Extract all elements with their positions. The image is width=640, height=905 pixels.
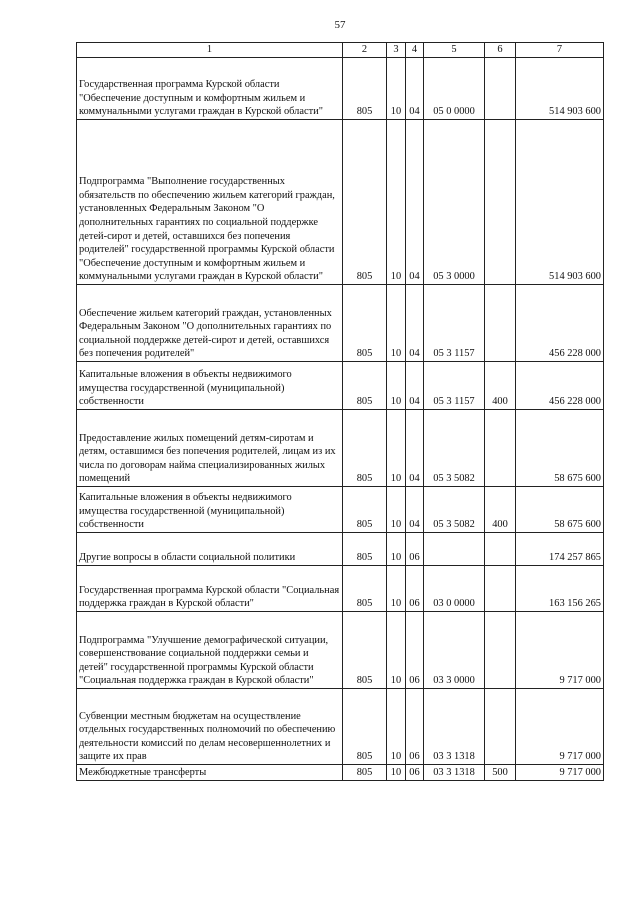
row-subsection: 06	[406, 566, 424, 612]
row-subsection: 06	[406, 765, 424, 781]
table-row	[77, 612, 604, 689]
row-expense-type	[485, 689, 516, 765]
row-expense-type: 500	[485, 765, 516, 781]
row-expense-type: 400	[485, 362, 516, 410]
row-section: 10	[387, 533, 406, 566]
row-section: 10	[387, 689, 406, 765]
row-amount: 456 228 000	[516, 285, 604, 362]
budget-table	[76, 42, 604, 781]
table-row	[77, 58, 604, 120]
header-col-5: 5	[424, 43, 485, 58]
row-name: Государственная программа Курской области "Обеспечение доступным и комфортным жильем и коммунальными услугами граждан в Курской области"	[77, 58, 343, 120]
row-name: Предоставление жилых помещений детям-сиротам и детям, оставшимся без попечения родителей, лицам из их числа по договорам найма специализированных жилых помещений	[77, 410, 343, 487]
table-row	[77, 285, 604, 362]
row-amount: 456 228 000	[516, 362, 604, 410]
row-target: 05 3 1157	[424, 362, 485, 410]
row-name: Подпрограмма "Улучшение демографической ситуации, совершенствование социальной поддержки семьи и детей" государственной программы Курской области "Социальная поддержка граждан в Курской области"	[77, 612, 343, 689]
row-amount: 58 675 600	[516, 487, 604, 533]
row-subsection: 04	[406, 120, 424, 285]
row-target	[424, 533, 485, 566]
header-col-6: 6	[485, 43, 516, 58]
header-col-7: 7	[516, 43, 604, 58]
table-row	[77, 566, 604, 612]
row-name: Субвенции местным бюджетам на осуществление отдельных государственных полномочий по обеспечению деятельности комиссий по делам несовершеннолетних и защите их прав	[77, 689, 343, 765]
row-ministry: 805	[343, 765, 387, 781]
table-row	[77, 689, 604, 765]
row-target: 05 3 5082	[424, 487, 485, 533]
row-ministry: 805	[343, 285, 387, 362]
row-section: 10	[387, 612, 406, 689]
page-number: 57	[334, 19, 346, 31]
row-expense-type	[485, 58, 516, 120]
row-ministry: 805	[343, 487, 387, 533]
row-expense-type	[485, 120, 516, 285]
header-col-1: 1	[77, 43, 343, 58]
row-ministry: 805	[343, 566, 387, 612]
row-target: 03 3 0000	[424, 612, 485, 689]
row-amount: 9 717 000	[516, 689, 604, 765]
table-row	[77, 487, 604, 533]
row-name: Капитальные вложения в объекты недвижимого имущества государственной (муниципальной) собственности	[77, 487, 343, 533]
row-subsection: 04	[406, 410, 424, 487]
row-name: Подпрограмма "Выполнение государственных обязательств по обеспечению жильем категорий граждан, установленных Федеральным Законом "О дополнительных гарантиях по социальной поддержке детей-сирот и детей, оставшихся без попечения родителей" государственной программы Курской области "Обеспечение доступным и комфортным жильем и коммунальными услугами граждан в Курской области"	[77, 120, 343, 285]
row-expense-type	[485, 285, 516, 362]
row-name: Обеспечение жильем категорий граждан, установленных Федеральным Законом "О дополнительных гарантиях по социальной поддержке детей-сирот и детей, оставшихся без попечения родителей"	[77, 285, 343, 362]
header-col-2: 2	[343, 43, 387, 58]
row-target: 03 3 1318	[424, 765, 485, 781]
table-row	[77, 362, 604, 410]
row-subsection: 06	[406, 533, 424, 566]
row-target: 03 0 0000	[424, 566, 485, 612]
row-subsection: 04	[406, 58, 424, 120]
row-section: 10	[387, 285, 406, 362]
row-section: 10	[387, 410, 406, 487]
row-section: 10	[387, 362, 406, 410]
row-section: 10	[387, 58, 406, 120]
row-ministry: 805	[343, 410, 387, 487]
row-amount: 514 903 600	[516, 58, 604, 120]
row-section: 10	[387, 765, 406, 781]
row-amount: 9 717 000	[516, 612, 604, 689]
row-ministry: 805	[343, 689, 387, 765]
header-row	[77, 43, 604, 58]
row-name: Капитальные вложения в объекты недвижимого имущества государственной (муниципальной) собственности	[77, 362, 343, 410]
row-expense-type	[485, 612, 516, 689]
row-expense-type	[485, 566, 516, 612]
row-subsection: 04	[406, 487, 424, 533]
row-section: 10	[387, 487, 406, 533]
table-row	[77, 410, 604, 487]
row-target: 03 3 1318	[424, 689, 485, 765]
row-expense-type	[485, 533, 516, 566]
row-target: 05 0 0000	[424, 58, 485, 120]
row-amount: 174 257 865	[516, 533, 604, 566]
header-col-4: 4	[406, 43, 424, 58]
row-expense-type: 400	[485, 487, 516, 533]
row-amount: 9 717 000	[516, 765, 604, 781]
row-subsection: 04	[406, 285, 424, 362]
row-subsection: 06	[406, 689, 424, 765]
header-col-3: 3	[387, 43, 406, 58]
row-name: Другие вопросы в области социальной политики	[77, 533, 343, 566]
row-ministry: 805	[343, 120, 387, 285]
row-expense-type	[485, 410, 516, 487]
table-row	[77, 533, 604, 566]
row-ministry: 805	[343, 612, 387, 689]
row-ministry: 805	[343, 533, 387, 566]
row-name: Государственная программа Курской области "Социальная поддержка граждан в Курской области"	[77, 566, 343, 612]
row-ministry: 805	[343, 362, 387, 410]
row-amount: 514 903 600	[516, 120, 604, 285]
table-row	[77, 120, 604, 285]
row-target: 05 3 1157	[424, 285, 485, 362]
row-amount: 58 675 600	[516, 410, 604, 487]
row-name: Межбюджетные трансферты	[77, 765, 343, 781]
row-section: 10	[387, 120, 406, 285]
table-row	[77, 765, 604, 781]
row-subsection: 06	[406, 612, 424, 689]
row-ministry: 805	[343, 58, 387, 120]
row-amount: 163 156 265	[516, 566, 604, 612]
row-section: 10	[387, 566, 406, 612]
row-target: 05 3 5082	[424, 410, 485, 487]
row-target: 05 3 0000	[424, 120, 485, 285]
row-subsection: 04	[406, 362, 424, 410]
